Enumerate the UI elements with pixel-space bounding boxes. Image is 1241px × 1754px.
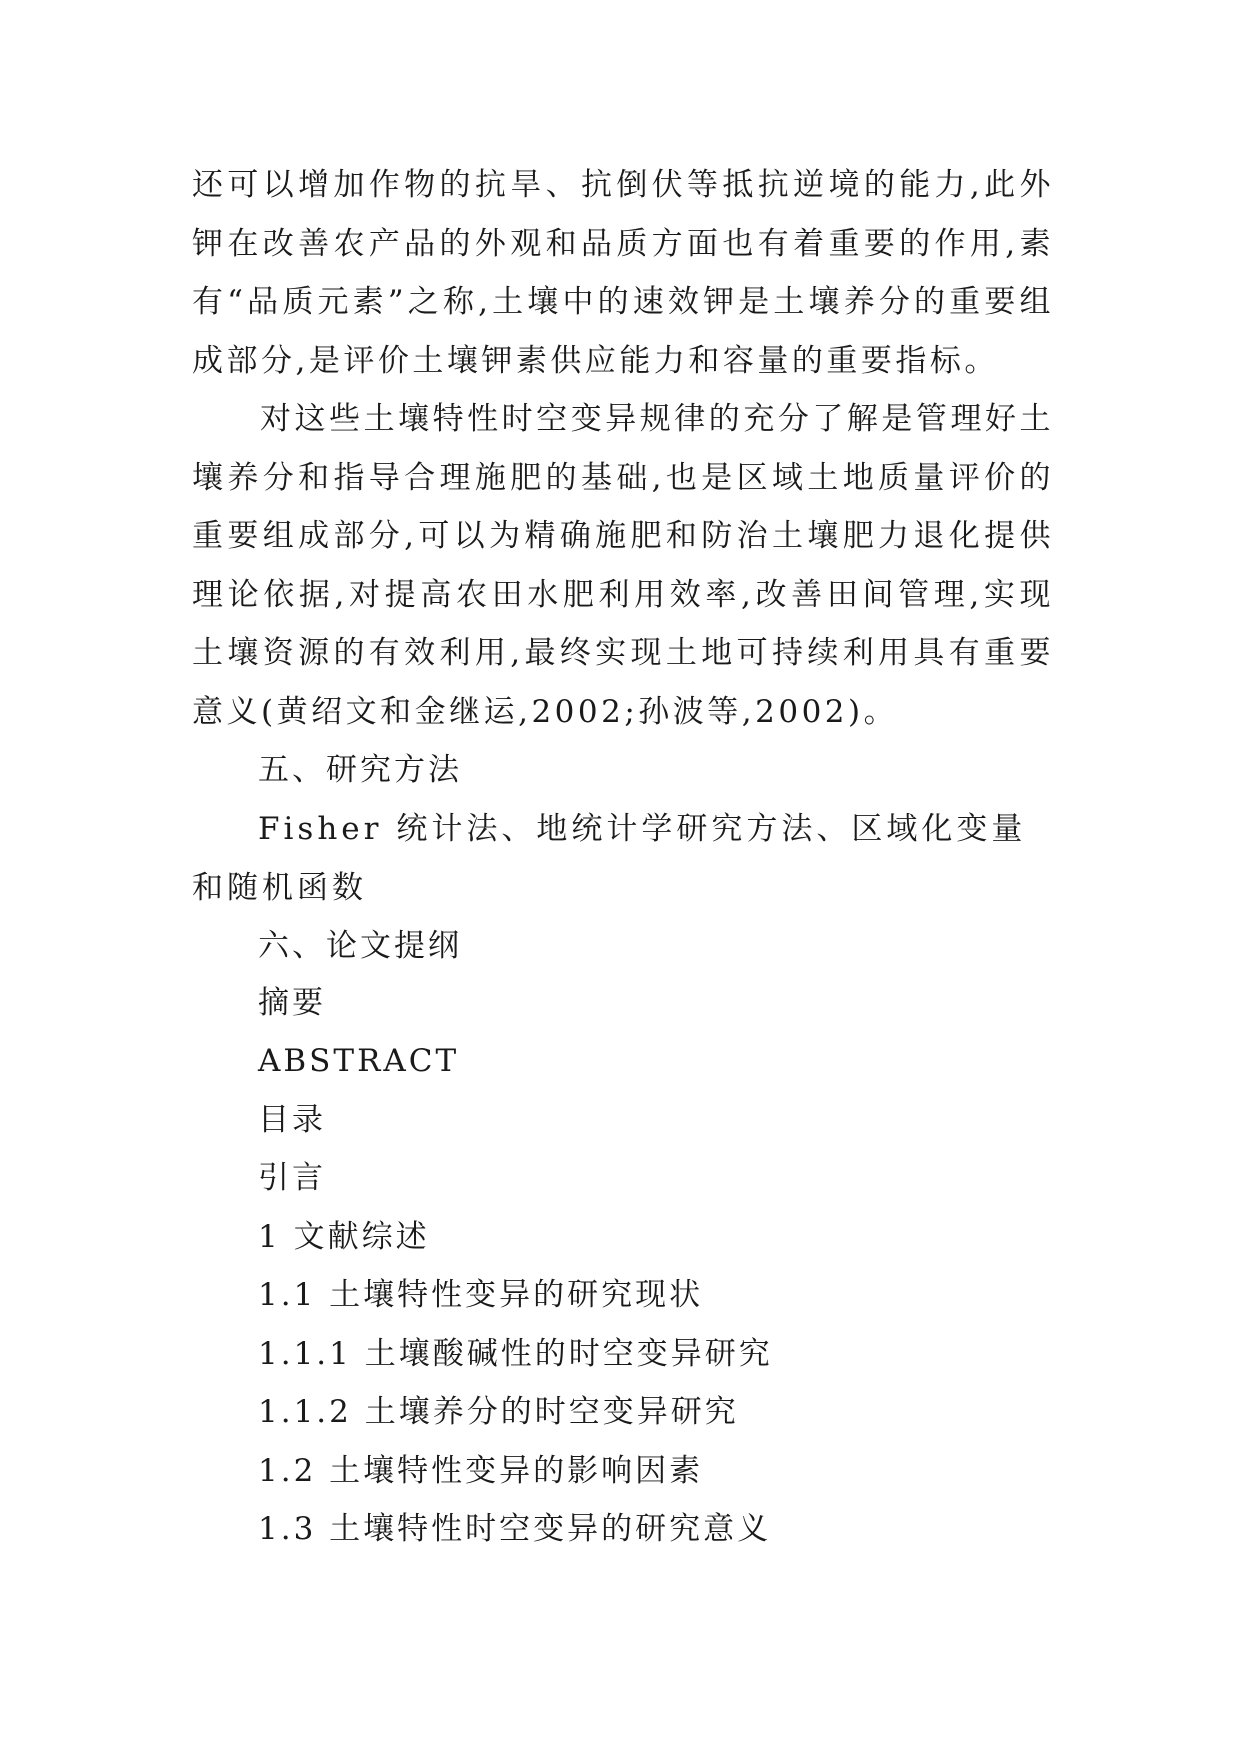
outline-item: 摘要 bbox=[258, 985, 326, 1021]
outline-item: 1.1.1 土壤酸碱性的时空变异研究 bbox=[258, 1336, 773, 1372]
outline-item: 1.1.2 土壤养分的时空变异研究 bbox=[258, 1394, 739, 1430]
outline-item: 1.2 土壤特性变异的影响因素 bbox=[258, 1453, 704, 1489]
outline-item: 1.3 土壤特性时空变异的研究意义 bbox=[258, 1511, 772, 1547]
methods-text: Fisher 统计法、地统计学研究方法、区域化变量和随机函数 bbox=[192, 811, 1027, 906]
outline-item: 引言 bbox=[258, 1160, 326, 1196]
section-heading-outline: 六、论文提纲 bbox=[258, 928, 462, 964]
outline-item: 目录 bbox=[258, 1102, 326, 1138]
body-paragraph: 还可以增加作物的抗旱、抗倒伏等抵抗逆境的能力,此外钾在改善农产品的外观和品质方面也有着重要的作用,素有“品质元素”之称,土壤中的速效钾是土壤养分的重要组成部分,是评价土壤钾素供应能力和容量的重要指标。 bbox=[192, 167, 1054, 379]
outline-item: 1.1 土壤特性变异的研究现状 bbox=[258, 1277, 704, 1313]
outline-item: 1 文献综述 bbox=[258, 1219, 430, 1255]
outline-item: ABSTRACT bbox=[258, 1043, 460, 1079]
body-paragraph: 对这些土壤特性时空变异规律的充分了解是管理好土壤养分和指导合理施肥的基础,也是区域土地质量评价的重要组成部分,可以为精确施肥和防治土壤肥力退化提供理论依据,对提高农田水肥利用效率,改善田间管理,实现土壤资源的有效利用,最终实现土地可持续利用具有重要意义(黄绍文和金继运,2002;孙波等,2002)。 bbox=[192, 401, 1054, 730]
section-heading-methods: 五、研究方法 bbox=[258, 752, 462, 788]
